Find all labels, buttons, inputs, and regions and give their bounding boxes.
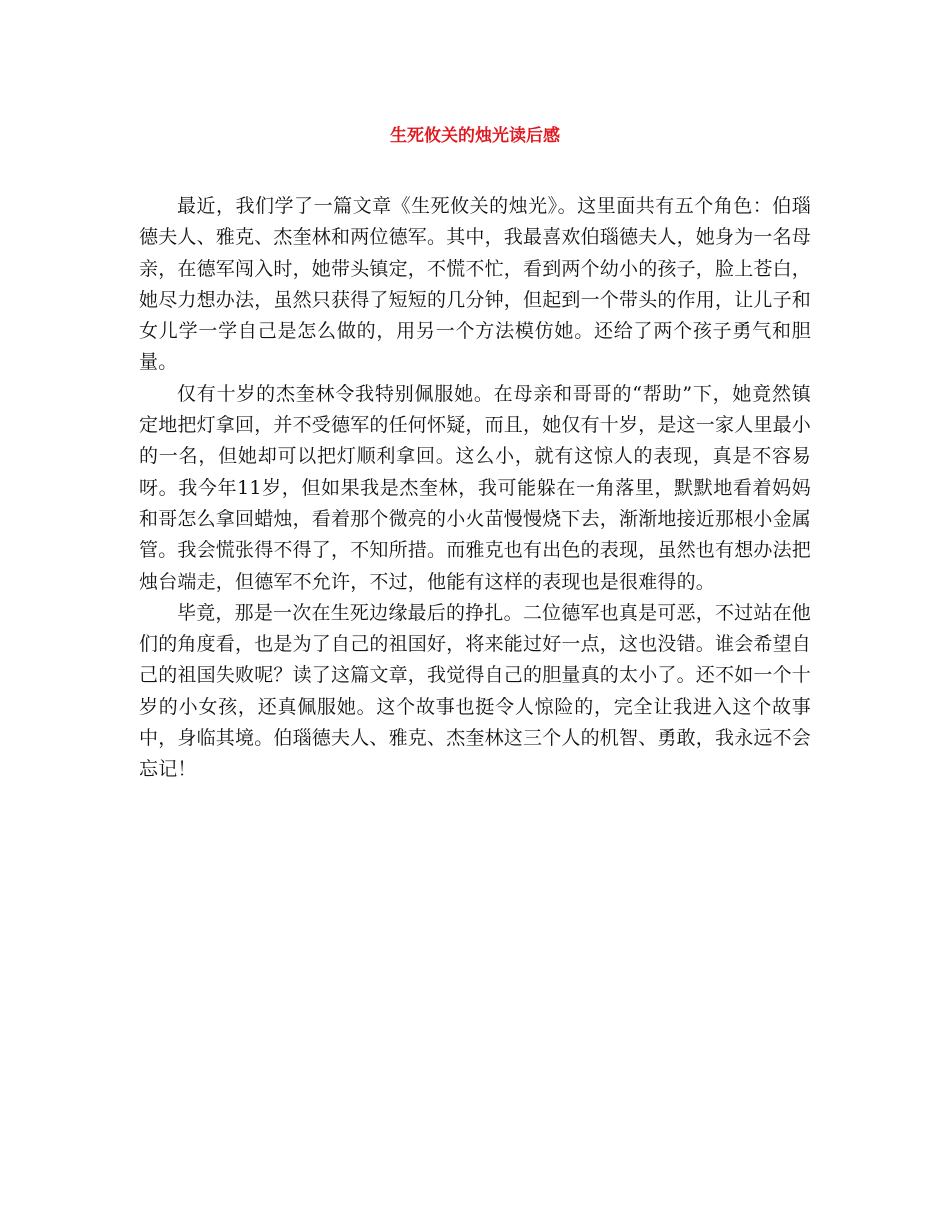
document-title: 生死攸关的烛光读后感: [390, 126, 560, 146]
paragraph-3: 毕竟，那是一次在生死边缘最后的挣扎。二位德军也真是可恶，不过站在他们的角度看，也是为了自己的祖国好，将来能过好一点，这也没错。谁会希望自己的祖国失败呢？读了这篇文章，我觉得自己的胆量真的太小了。还不如一个十岁的小女孩，还真佩服她。这个故事也挺令人惊险的，完全让我进入这个故事中，身临其境。伯瑙德夫人、雅克、杰奎林这三个人的机智、勇敢，我永远不会忘记！: [139, 601, 812, 781]
document-body: [139, 191, 811, 786]
paragraph-2: 仅有十岁的杰奎林令我特别佩服她。在母亲和哥哥的“帮助”下，她竟然镇定地把灯拿回，并不受德军的任何怀疑，而且，她仅有十岁，是这一家人里最小的一名，但她却可以把灯顺利拿回。这么小，就有这惊人的表现，真是不容易呀。我今年11岁，但如果我是杰奎林，我可能躲在一角落里，默默地看着妈妈和哥怎么拿回蜡烛，看着那个微亮的小火苗慢慢烧下去，渐渐地接近那根小金属管。我会慌张得不得了，不知所措。而雅克也有出色的表现，虽然也有想办法把烛台端走，但德军不允许，不过，他能有这样的表现也是很难得的。: [139, 382, 812, 593]
paragraph-1: 最近，我们学了一篇文章《生死攸关的烛光》。这里面共有五个角色：伯瑙德夫人、雅克、杰奎林和两位德军。其中，我最喜欢伯瑙德夫人，她身为一名母亲，在德军闯入时，她带头镇定，不慌不忙，看到两个幼小的孩子，脸上苍白，她尽力想办法，虽然只获得了短短的几分钟，但起到一个带头的作用，让儿子和女儿学一学自己是怎么做的，用另一个方法模仿她。还给了两个孩子勇气和胆量。: [139, 195, 812, 374]
